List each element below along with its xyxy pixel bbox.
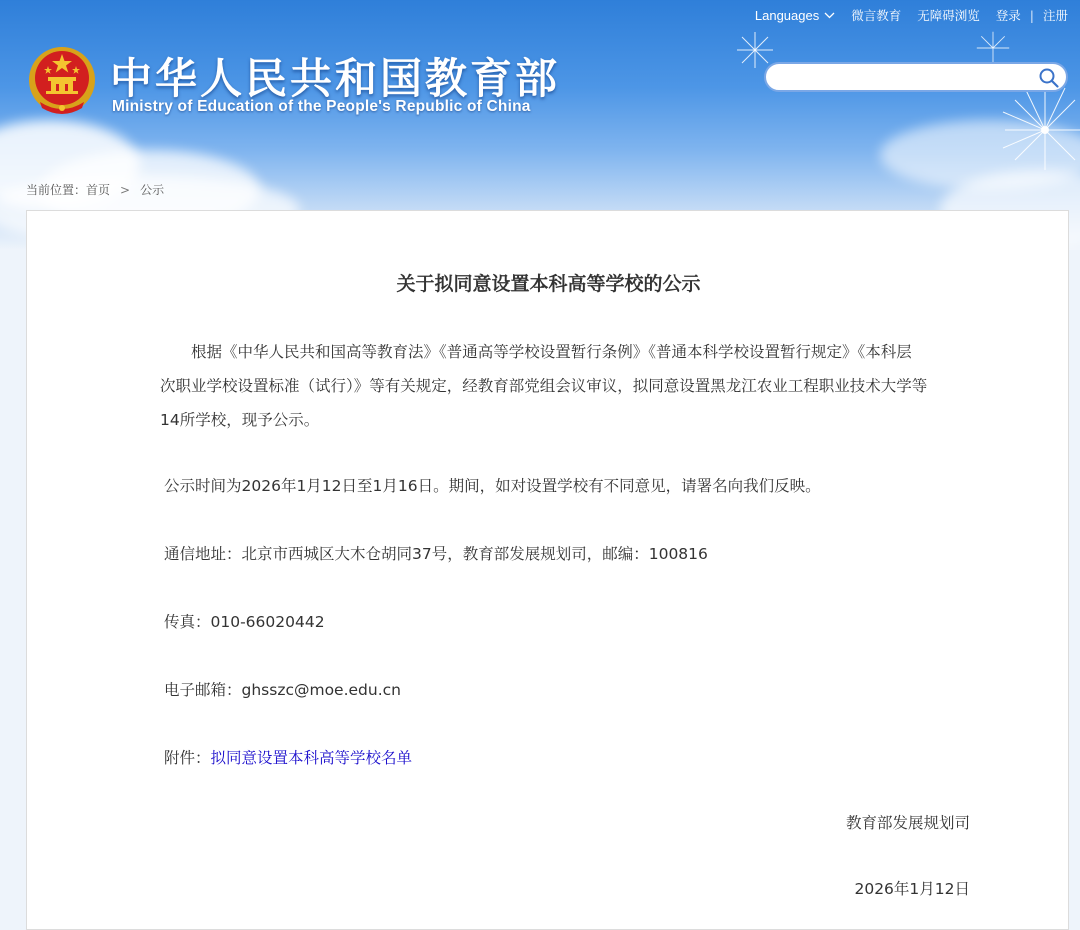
weiyan-link[interactable]: 微言教育 [851, 8, 902, 23]
search-icon[interactable] [1038, 67, 1060, 89]
breadcrumb-prefix: 当前位置： [26, 183, 87, 197]
email-paragraph: 电子邮箱：ghsszc@moe.edu.cn [133, 681, 401, 699]
link-separator: | [1029, 7, 1034, 23]
attachment-label: 附件： [133, 749, 211, 767]
signature-date: 2026年1月12日 [854, 880, 970, 898]
search-input[interactable] [778, 67, 1032, 89]
national-emblem-icon [26, 44, 98, 118]
accessible-browsing-link[interactable]: 无障碍浏览 [917, 8, 980, 23]
register-link[interactable]: 注册 [1042, 8, 1068, 23]
article-container [26, 210, 1069, 930]
languages-label: Languages [754, 7, 820, 23]
article-paragraph-line: 次职业学校设置标准（试行）》等有关规定，经教育部党组会议审议，拟同意设置黑龙江农业工程职业技术大学等 [160, 377, 928, 395]
languages-dropdown[interactable] [755, 8, 843, 23]
dandelion-decoration [975, 30, 1011, 66]
site-title: 中华人民共和国教育部 [110, 54, 561, 103]
breadcrumb-separator: > [120, 183, 131, 197]
search-box [764, 62, 1068, 92]
login-link[interactable]: 登录 [995, 8, 1021, 23]
article-paragraph-line: 14所学校，现予公示。 [160, 411, 320, 429]
article-paragraph-line: 根据《中华人民共和国高等教育法》《普通高等学校设置暂行条例》《普通本科学校设置暂行规定》《本科层 [160, 343, 912, 361]
dandelion-decoration [995, 80, 1080, 190]
signature-department: 教育部发展规划司 [845, 814, 970, 832]
publicity-period-paragraph: 公示时间为2026年1月12日至1月16日。期间，如对设置学校有不同意见，请署名向我们反映。 [133, 477, 821, 495]
top-links-bar [755, 6, 1068, 24]
fax-paragraph: 传真：010-66020442 [133, 613, 325, 631]
attachment-paragraph [133, 741, 945, 775]
article-title: 关于拟同意设置本科高等学校的公示 [396, 273, 701, 295]
breadcrumb [26, 181, 164, 198]
mailing-address-paragraph: 通信地址：北京市西城区大木仓胡同37号，教育部发展规划司，邮编：100816 [133, 545, 708, 563]
attachment-link[interactable]: 拟同意设置本科高等学校名单 [210, 749, 413, 767]
chevron-down-icon [824, 12, 835, 19]
breadcrumb-home-link[interactable]: 首页 [86, 183, 111, 197]
breadcrumb-current: 公示 [140, 183, 165, 197]
site-subtitle: Ministry of Education of the People's Republic of China [112, 98, 531, 115]
